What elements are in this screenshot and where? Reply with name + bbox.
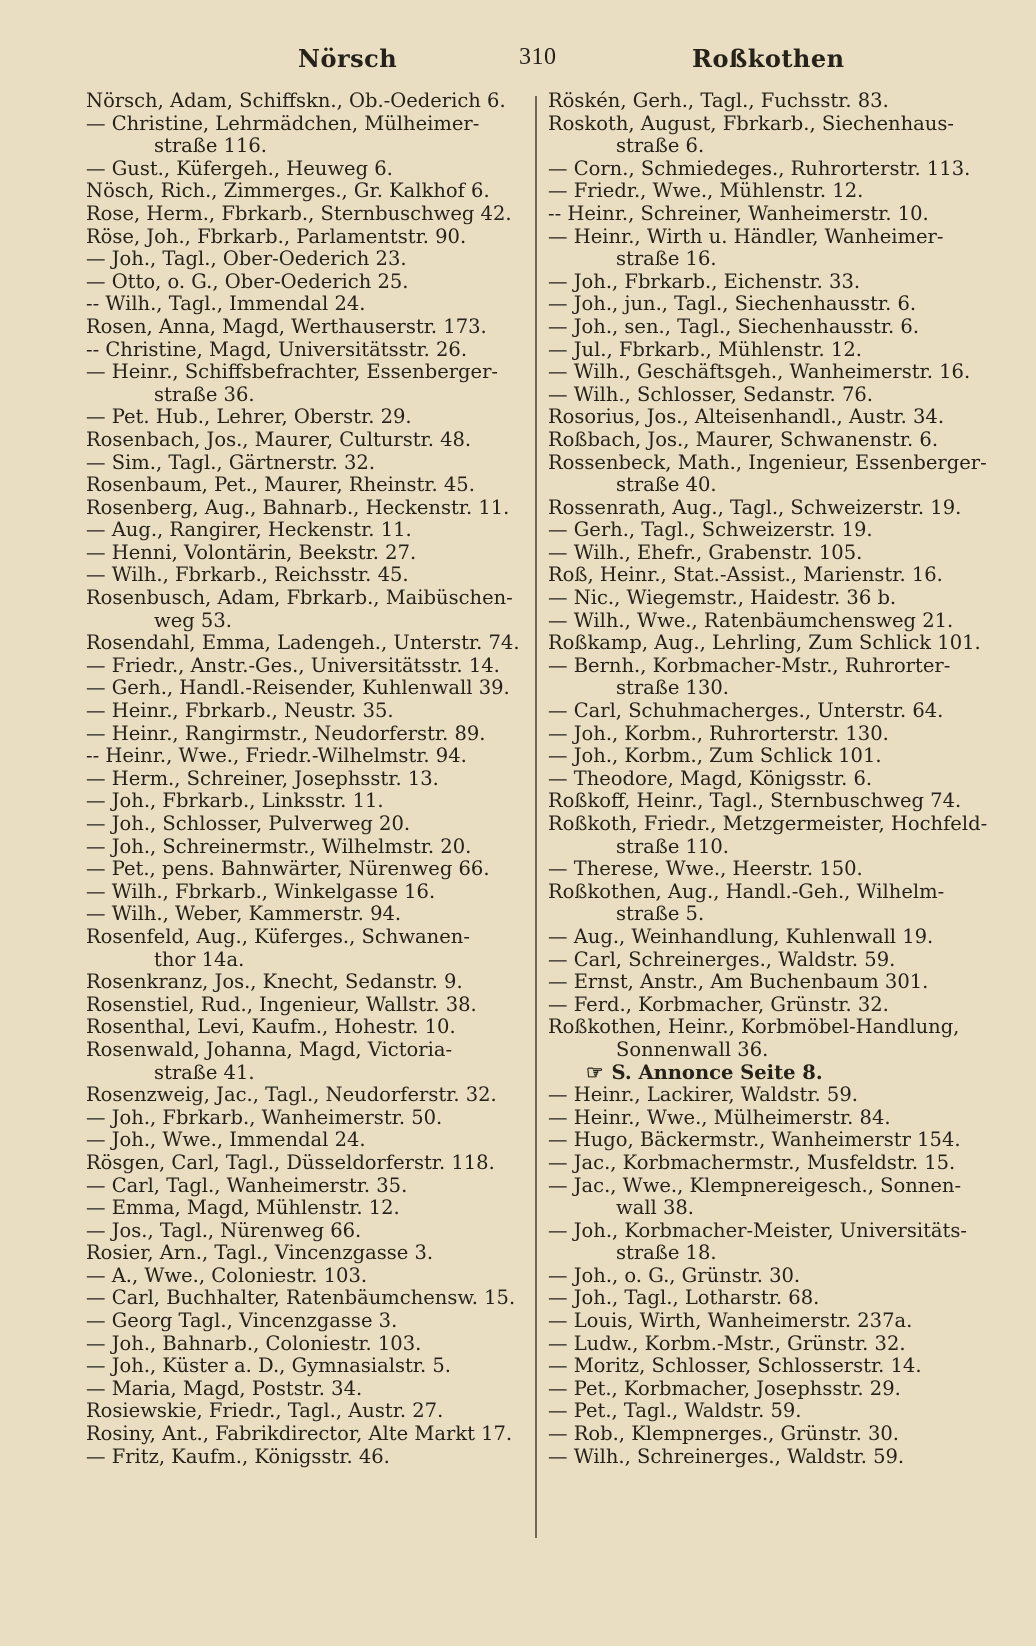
entry-text: — Therese, Wwe., Heerstr. 150. [548, 858, 863, 881]
directory-entry [86, 1084, 522, 1107]
directory-entry [548, 1378, 988, 1401]
directory-entry [548, 813, 988, 836]
entry-text: Rosenthal, Levi, Kaufm., Hohestr. 10. [86, 1016, 456, 1039]
entry-text: — Otto, o. G., Ober-Oederich 25. [86, 270, 409, 293]
entry-text: Rosenkranz, Jos., Knecht, Sedanstr. 9. [86, 971, 463, 994]
directory-entry [548, 316, 988, 339]
entry-text: Roßkothen, Heinr., Korbmöbel-Handlung, [548, 1016, 960, 1039]
directory-entry [86, 1355, 522, 1378]
entry-text: — Herm., Schreiner, Josephsstr. 13. [86, 767, 439, 790]
entry-text: Rosenwald, Johanna, Magd, Victoria- [86, 1038, 453, 1061]
entry-text: Roßkamp, Aug., Lehrling, Zum Schlick 101. [548, 632, 981, 655]
entry-text: — Jos., Tagl., Nürenweg 66. [86, 1219, 362, 1242]
entry-text: — Ludw., Korbm.-Mstr., Grünstr. 32. [548, 1332, 906, 1355]
directory-entry [86, 316, 522, 339]
entry-text: — Wilh., Weber, Kammerstr. 94. [86, 903, 402, 926]
page-number: 310 [519, 44, 557, 70]
directory-entry [86, 1400, 522, 1423]
entry-text: — Emma, Magd, Mühlenstr. 12. [86, 1197, 400, 1220]
entry-text: — Joh., Wwe., Immendal 24. [86, 1129, 366, 1152]
directory-entry [548, 587, 988, 610]
entry-text: Rosorius, Jos., Alteisenhandl., Austr. 34. [548, 406, 945, 429]
directory-entry [86, 180, 522, 203]
directory-entry [548, 271, 988, 294]
directory-entry [86, 1220, 522, 1243]
directory-entry [86, 903, 522, 926]
entry-text: — Joh., Korbmacher-Meister, Universitäts- [548, 1219, 967, 1242]
entry-text: — Henni, Volontärin, Beekstr. 27. [86, 541, 417, 564]
entry-text: — Joh., Tagl., Ober-Oederich 23. [86, 248, 407, 271]
directory-entry [86, 858, 522, 881]
directory-entry [86, 452, 522, 475]
entry-text: — Nic., Wiegemstr., Haidestr. 36 b. [548, 587, 897, 610]
entry-text: — Wilh., Fbrkarb., Reichsstr. 45. [86, 564, 409, 587]
directory-entry [548, 1287, 988, 1310]
directory-entry [86, 723, 522, 746]
directory-entry [86, 1197, 522, 1220]
entry-text: Rosiewskie, Friedr., Tagl., Austr. 27. [86, 1400, 444, 1423]
entry-text: — Wilh., Fbrkarb., Winkelgasse 16. [86, 880, 436, 903]
entry-text: — Carl, Schuhmacherges., Unterstr. 64. [548, 700, 944, 723]
directory-entry [548, 610, 988, 633]
entry-text: straße 40. [616, 474, 717, 497]
entry-text: Rosenfeld, Aug., Küferges., Schwanen- [86, 925, 470, 948]
directory-entry [86, 655, 522, 678]
entry-text: Rossenbeck, Math., Ingenieur, Essenberger- [548, 451, 987, 474]
directory-entry [548, 519, 988, 542]
entry-text: -- Heinr., Wwe., Friedr.-Wilhelmstr. 94. [86, 745, 467, 768]
directory-entry [548, 113, 988, 136]
left-column [86, 90, 522, 1468]
entry-text: straße 5. [616, 903, 705, 926]
directory-entry [86, 1423, 522, 1446]
directory-entry [86, 203, 522, 226]
directory-entry [548, 180, 988, 203]
entry-text: Roßkothen, Aug., Handl.-Geh., Wilhelm- [548, 880, 945, 903]
directory-entry [548, 1084, 988, 1107]
directory-entry [548, 1400, 988, 1423]
entry-text: -- Wilh., Tagl., Immendal 24. [86, 293, 366, 316]
directory-entry [548, 203, 988, 226]
directory-entry [548, 339, 988, 362]
entry-text: — Wilh., Wwe., Ratenbäumchensweg 21. [548, 609, 954, 632]
entry-text: — Georg Tagl., Vincenzgasse 3. [86, 1310, 398, 1333]
directory-entry [548, 1333, 988, 1356]
directory-entry [86, 1333, 522, 1356]
entry-text: Roßkoth, Friedr., Metzgermeister, Hochfeld- [548, 813, 988, 835]
entry-text: — Joh., jun., Tagl., Siechenhausstr. 6. [548, 293, 917, 316]
entry-text: Rosen, Anna, Magd, Werthauserstr. 173. [86, 315, 487, 338]
entry-text: S. Annonce Seite 8. [611, 1061, 823, 1084]
directory-entry [86, 1175, 522, 1198]
directory-entry [548, 881, 988, 904]
entry-text: — Wilh., Ehefr., Grabenstr. 105. [548, 541, 863, 564]
entry-text: — Ferd., Korbmacher, Grünstr. 32. [548, 993, 889, 1016]
entry-text: — Carl, Tagl., Wanheimerstr. 35. [86, 1174, 408, 1197]
entry-text: Röskén, Gerh., Tagl., Fuchsstr. 83. [548, 90, 889, 112]
entry-continuation [548, 248, 988, 271]
entry-text: — Pet., Korbmacher, Josephsstr. 29. [548, 1377, 901, 1400]
entry-text: straße 16. [616, 248, 717, 271]
entry-text: — Corn., Schmiedeges., Ruhrorterstr. 113. [548, 157, 971, 180]
right-column [548, 90, 988, 1468]
entry-text: Rosiny, Ant., Fabrikdirector, Alte Markt 17. [86, 1423, 513, 1446]
directory-entry [548, 858, 988, 881]
directory-entry [548, 700, 988, 723]
directory-entry [548, 1129, 988, 1152]
entry-text: — Heinr., Lackirer, Waldstr. 59. [548, 1084, 858, 1107]
directory-entry [548, 1016, 988, 1039]
directory-entry [86, 700, 522, 723]
header-left-word: Nörsch [298, 44, 398, 73]
entry-text: weg 53. [154, 609, 232, 632]
directory-entry [548, 745, 988, 768]
entry-continuation [86, 1062, 522, 1085]
entry-text: — Joh., Fbrkarb., Linksstr. 11. [86, 790, 384, 813]
directory-entry [86, 429, 522, 452]
entry-text: — Hugo, Bäckermstr., Wanheimerstr 154. [548, 1129, 961, 1152]
directory-entry [86, 1378, 522, 1401]
entry-text: — Joh., Bahnarb., Coloniestr. 103. [86, 1332, 422, 1355]
entry-text: straße 130. [616, 677, 729, 700]
directory-entry [86, 813, 522, 836]
entry-text: — Heinr., Wwe., Mülheimerstr. 84. [548, 1106, 891, 1129]
entry-text: Rose, Herm., Fbrkarb., Sternbuschweg 42. [86, 202, 512, 225]
entry-text: — Carl, Buchhalter, Ratenbäumchensw. 15. [86, 1287, 516, 1310]
entry-text: Rosendahl, Emma, Ladengeh., Unterstr. 74. [86, 632, 520, 655]
directory-entry [548, 994, 988, 1017]
directory-entry [548, 429, 988, 452]
entry-text: Rosenbusch, Adam, Fbrkarb., Maibüschen- [86, 587, 513, 610]
directory-entry [548, 1355, 988, 1378]
directory-entry [86, 474, 522, 497]
directory-entry [86, 926, 522, 949]
directory-entry [86, 542, 522, 565]
entry-text: — A., Wwe., Coloniestr. 103. [86, 1264, 368, 1287]
entry-text: Roß, Heinr., Stat.-Assist., Marienstr. 16. [548, 564, 943, 587]
announcement-line [548, 1062, 988, 1085]
entry-text: Rosenzweig, Jac., Tagl., Neudorferstr. 32. [86, 1084, 497, 1107]
directory-entry [86, 1016, 522, 1039]
entry-text: — Friedr., Wwe., Mühlenstr. 12. [548, 180, 864, 203]
entry-text: — Friedr., Anstr.-Ges., Universitätsstr. 14. [86, 654, 500, 677]
entry-text: — Joh., Fbrkarb., Eichenstr. 33. [548, 270, 861, 293]
entry-text: — Heinr., Fbrkarb., Neustr. 35. [86, 700, 394, 723]
entry-text: — Wilh., Geschäftsgeh., Wanheimerstr. 16. [548, 361, 971, 384]
entry-text: — Carl, Schreinerges., Waldstr. 59. [548, 948, 896, 971]
entry-continuation [86, 384, 522, 407]
directory-entry [86, 632, 522, 655]
entry-text: Rosenbaum, Pet., Maurer, Rheinstr. 45. [86, 474, 475, 497]
entry-text: — Theodore, Magd, Königsstr. 6. [548, 767, 873, 790]
directory-entry [86, 271, 522, 294]
entry-text: — Rob., Klempnerges., Grünstr. 30. [548, 1423, 900, 1446]
entry-text: — Jac., Korbmachermstr., Musfeldstr. 15. [548, 1151, 956, 1174]
entry-continuation [548, 1039, 988, 1062]
entry-continuation [548, 474, 988, 497]
column-divider [535, 96, 537, 1538]
entry-text: — Joh., Korbm., Ruhrorterstr. 130. [548, 722, 889, 745]
entry-text: — Pet., Tagl., Waldstr. 59. [548, 1400, 802, 1423]
entry-text: Rosier, Arn., Tagl., Vincenzgasse 3. [86, 1242, 434, 1265]
directory-entry [548, 361, 988, 384]
directory-entry [86, 1242, 522, 1265]
entry-text: — Maria, Magd, Poststr. 34. [86, 1377, 363, 1400]
directory-entry [86, 1129, 522, 1152]
entry-text: — Bernh., Korbmacher-Mstr., Ruhrorter- [548, 654, 951, 677]
directory-entry [86, 971, 522, 994]
directory-entry [548, 158, 988, 181]
directory-entry [86, 519, 522, 542]
page-header [0, 44, 1036, 80]
entry-text: — Fritz, Kaufm., Königsstr. 46. [86, 1445, 390, 1468]
entry-text: straße 36. [154, 383, 255, 406]
entry-text: Sonnenwall 36. [616, 1038, 769, 1061]
directory-entry [86, 790, 522, 813]
entry-text: — Gerh., Tagl., Schweizerstr. 19. [548, 519, 873, 542]
header-right-word: Roßkothen [692, 44, 845, 73]
directory-entry [86, 1107, 522, 1130]
entry-text: — Pet., pens. Bahnwärter, Nürenweg 66. [86, 858, 490, 881]
directory-entry [548, 542, 988, 565]
entry-text: — Heinr., Schiffsbefrachter, Essenberger- [86, 361, 498, 384]
pointing-hand-icon: ☞ [586, 1061, 604, 1084]
entry-text: — Pet. Hub., Lehrer, Oberstr. 29. [86, 406, 412, 429]
entry-text: straße 116. [154, 135, 267, 158]
entry-text: straße 6. [616, 135, 705, 158]
directory-entry [86, 339, 522, 362]
entry-text: — Joh., Fbrkarb., Wanheimerstr. 50. [86, 1106, 443, 1129]
directory-entry [86, 1446, 522, 1469]
entry-continuation [86, 949, 522, 972]
entry-text: — Wilh., Schlosser, Sedanstr. 76. [548, 383, 873, 406]
directory-entry [548, 90, 988, 113]
entry-text: Nörsch, Adam, Schiffskn., Ob.-Oederich 6. [86, 90, 506, 112]
entry-text: — Gerh., Handl.-Reisender, Kuhlenwall 39. [86, 677, 510, 700]
entry-text: — Joh., Schreinermstr., Wilhelmstr. 20. [86, 835, 472, 858]
entry-text: Roßbach, Jos., Maurer, Schwanenstr. 6. [548, 428, 939, 451]
entry-text: wall 38. [616, 1197, 694, 1220]
directory-entry [548, 723, 988, 746]
directory-entry [86, 406, 522, 429]
directory-entry [86, 361, 522, 384]
directory-entry [548, 1446, 988, 1469]
entry-continuation [548, 677, 988, 700]
entry-continuation [548, 903, 988, 926]
directory-entry [86, 1287, 522, 1310]
entry-text: — Gust., Küfergeh., Heuweg 6. [86, 157, 393, 180]
entry-continuation [86, 610, 522, 633]
entry-text: — Sim., Tagl., Gärtnerstr. 32. [86, 451, 376, 474]
directory-entry [548, 1152, 988, 1175]
directory-entry [86, 881, 522, 904]
directory-entry [86, 1265, 522, 1288]
directory-entry [548, 790, 988, 813]
directory-entry [86, 587, 522, 610]
entry-text: — Aug., Weinhandlung, Kuhlenwall 19. [548, 925, 934, 948]
entry-text: — Joh., o. G., Grünstr. 30. [548, 1264, 801, 1287]
directory-entry [548, 497, 988, 520]
entry-text: — Ernst, Anstr., Am Buchenbaum 301. [548, 971, 929, 994]
directory-entry [548, 1175, 988, 1198]
directory-entry [86, 158, 522, 181]
entry-text: Roskoth, August, Fbrkarb., Siechenhaus- [548, 112, 954, 135]
directory-entry [548, 971, 988, 994]
entry-text: -- Heinr., Schreiner, Wanheimerstr. 10. [548, 202, 929, 225]
entry-text: Rösgen, Carl, Tagl., Düsseldorferstr. 118. [86, 1151, 495, 1174]
directory-entry [548, 632, 988, 655]
directory-entry [86, 497, 522, 520]
directory-entry [548, 564, 988, 587]
entry-text: Röse, Joh., Fbrkarb., Parlamentstr. 90. [86, 225, 467, 248]
entry-text: — Aug., Rangirer, Heckenstr. 11. [86, 519, 412, 542]
entry-text: — Joh., Küster a. D., Gymnasialstr. 5. [86, 1355, 451, 1378]
entry-text: — Louis, Wirth, Wanheimerstr. 237a. [548, 1310, 913, 1333]
entry-text: — Jul., Fbrkarb., Mühlenstr. 12. [548, 338, 862, 361]
entry-continuation [548, 135, 988, 158]
directory-entry [86, 113, 522, 136]
entry-text: straße 18. [616, 1242, 717, 1265]
entry-text: Nösch, Rich., Zimmerges., Gr. Kalkhof 6. [86, 180, 490, 203]
directory-entry [548, 293, 988, 316]
directory-entry [86, 1310, 522, 1333]
directory-entry [86, 994, 522, 1017]
entry-text: Rosenstiel, Rud., Ingenieur, Wallstr. 38. [86, 993, 477, 1016]
entry-text: — Joh., sen., Tagl., Siechenhausstr. 6. [548, 315, 920, 338]
entry-text: — Heinr., Wirth u. Händler, Wanheimer- [548, 225, 944, 248]
directory-entry [86, 1152, 522, 1175]
entry-text: — Jac., Wwe., Klempnereigesch., Sonnen- [548, 1174, 962, 1197]
directory-entry [548, 926, 988, 949]
directory-entry [548, 406, 988, 429]
directory-entry [86, 564, 522, 587]
directory-entry [86, 293, 522, 316]
entry-text: Roßkoff, Heinr., Tagl., Sternbuschweg 74. [548, 790, 962, 813]
entry-text: Rossenrath, Aug., Tagl., Schweizerstr. 19. [548, 496, 962, 519]
directory-entry [548, 1310, 988, 1333]
entry-text: Rosenberg, Aug., Bahnarb., Heckenstr. 11. [86, 496, 510, 519]
directory-entry [548, 452, 988, 475]
directory-entry [548, 949, 988, 972]
entry-text: — Heinr., Rangirmstr., Neudorferstr. 89. [86, 722, 486, 745]
entry-continuation [86, 135, 522, 158]
entry-text: — Joh., Tagl., Lotharstr. 68. [548, 1287, 820, 1310]
directory-entry [548, 1423, 988, 1446]
entry-text: — Christine, Lehrmädchen, Mülheimer- [86, 112, 480, 135]
directory-entry [548, 384, 988, 407]
directory-entry [86, 745, 522, 768]
entry-text: straße 41. [154, 1061, 255, 1084]
directory-entry [86, 1039, 522, 1062]
entry-text: Rosenbach, Jos., Maurer, Culturstr. 48. [86, 428, 472, 451]
directory-entry [86, 248, 522, 271]
entry-text: — Joh., Korbm., Zum Schlick 101. [548, 745, 882, 768]
entry-continuation [548, 836, 988, 859]
entry-text: — Moritz, Schlosser, Schlosserstr. 14. [548, 1355, 922, 1378]
entry-continuation [548, 1197, 988, 1220]
directory-entry [548, 768, 988, 791]
directory-entry [86, 90, 522, 113]
directory-entry [86, 677, 522, 700]
entry-continuation [548, 1242, 988, 1265]
directory-entry [548, 1220, 988, 1243]
directory-entry [548, 226, 988, 249]
entry-text: straße 110. [616, 835, 729, 858]
directory-entry [548, 1107, 988, 1130]
directory-entry [86, 226, 522, 249]
entry-text: -- Christine, Magd, Universitätsstr. 26. [86, 338, 468, 361]
directory-entry [86, 768, 522, 791]
directory-entry [548, 1265, 988, 1288]
entry-text: thor 14a. [154, 948, 245, 971]
entry-text: — Wilh., Schreinerges., Waldstr. 59. [548, 1445, 905, 1468]
directory-entry [548, 655, 988, 678]
entry-text: — Joh., Schlosser, Pulverweg 20. [86, 813, 411, 835]
directory-entry [86, 836, 522, 859]
